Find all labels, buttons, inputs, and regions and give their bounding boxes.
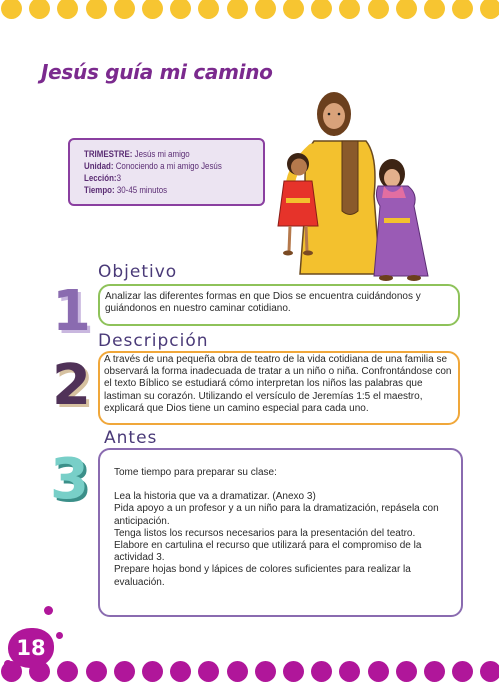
bottom-dot-border [0, 661, 499, 685]
antes-step-1: Lea la historia que va a dramatizar. (Anexo 3) [114, 491, 316, 503]
border-dot [29, 0, 50, 19]
border-dot [424, 661, 445, 682]
antes-heading: Antes [104, 428, 158, 448]
info-trimestre [84, 149, 190, 159]
section-number-1: 1 [52, 279, 91, 344]
page-title: Jesús guía mi camino [41, 60, 273, 84]
antes-content [114, 467, 450, 589]
border-dot [57, 661, 78, 682]
page-splat-dot [4, 660, 12, 668]
border-dot [283, 0, 304, 19]
antes-step-3: Tenga listos los recursos necesarios para la presentación del teatro. [114, 527, 416, 539]
border-dot [311, 661, 332, 682]
objetivo-text: Analizar las diferentes formas en que Dios se encuentra cuidándonos y guiándonos en nuestro caminar cotidiano. [105, 291, 421, 315]
antes-intro: Tome tiempo para preparar su clase: [114, 467, 277, 478]
border-dot [198, 0, 219, 19]
border-dot [368, 661, 389, 682]
border-dot [480, 661, 499, 682]
border-dot [142, 661, 163, 682]
border-dot [339, 0, 360, 19]
border-dot [114, 661, 135, 682]
antes-box [98, 448, 463, 617]
page-number: 18 [8, 628, 54, 668]
info-trimestre-label: TRIMESTRE: [84, 149, 133, 159]
antes-step-5: Prepare hojas bond y lápices de colores suficientes para realizar la evaluación. [114, 564, 411, 588]
page-splat-dot [56, 632, 63, 639]
info-tiempo-value: 30-45 minutos [116, 185, 168, 195]
objetivo-heading: Objetivo [98, 262, 178, 282]
antes-spacer [114, 479, 450, 491]
border-dot [170, 661, 191, 682]
info-trimestre-value: Jesús mi amigo [134, 149, 190, 159]
border-dot [311, 0, 332, 19]
border-dot [86, 0, 107, 19]
border-dot [170, 0, 191, 19]
border-dot [114, 0, 135, 19]
objetivo-box [98, 284, 460, 326]
info-unidad [84, 161, 222, 171]
info-leccion-label: Lección: [84, 173, 117, 183]
info-leccion-value: 3 [116, 173, 121, 183]
info-unidad-label: Unidad: [84, 161, 114, 171]
border-dot [452, 661, 473, 682]
border-dot [452, 0, 473, 19]
antes-step-4: Elabore en cartulina el recurso que utilizará para el compromiso de la actividad 3. [114, 540, 422, 564]
descripcion-box [98, 351, 460, 425]
lesson-info-box [68, 138, 265, 206]
border-dot [86, 661, 107, 682]
section-number-3: 3 [50, 447, 89, 512]
top-dot-border [0, 0, 499, 22]
border-dot [1, 0, 22, 19]
border-dot [396, 0, 417, 19]
border-dot [368, 0, 389, 19]
antes-step-2: Pida apoyo a un profesor y a un niño para la dramatización, repásela con anticipación. [114, 503, 439, 527]
border-dot [57, 0, 78, 19]
page-splat-dot [44, 606, 53, 615]
border-dot [255, 661, 276, 682]
info-unidad-value: Conociendo a mi amigo Jesús [115, 161, 222, 171]
border-dot [424, 0, 445, 19]
info-tiempo-label: Tiempo: [84, 185, 115, 195]
border-dot [396, 661, 417, 682]
border-dot [283, 661, 304, 682]
border-dot [142, 0, 163, 19]
info-tiempo [84, 185, 167, 195]
jesus-with-children-illustration [262, 86, 440, 282]
border-dot [198, 661, 219, 682]
descripcion-text: A través de una pequeña obra de teatro de la vida cotidiana de una familia se observará la forma inadecuada de tratar a un niño o niña. Confrontándose con el texto Bíblico se estudiará cómo interpretan los niños las palabras que lastiman su corazón. Utilizando el versículo de Jeremías 1:5 el maestro, explicará que Dios tiene un camino especial para cada uno. [104, 354, 452, 414]
border-dot [480, 0, 499, 19]
section-number-2: 2 [52, 353, 91, 418]
border-dot [227, 0, 248, 19]
border-dot [227, 661, 248, 682]
border-dot [339, 661, 360, 682]
info-leccion [84, 173, 121, 183]
descripcion-heading: Descripción [98, 331, 209, 351]
border-dot [255, 0, 276, 19]
